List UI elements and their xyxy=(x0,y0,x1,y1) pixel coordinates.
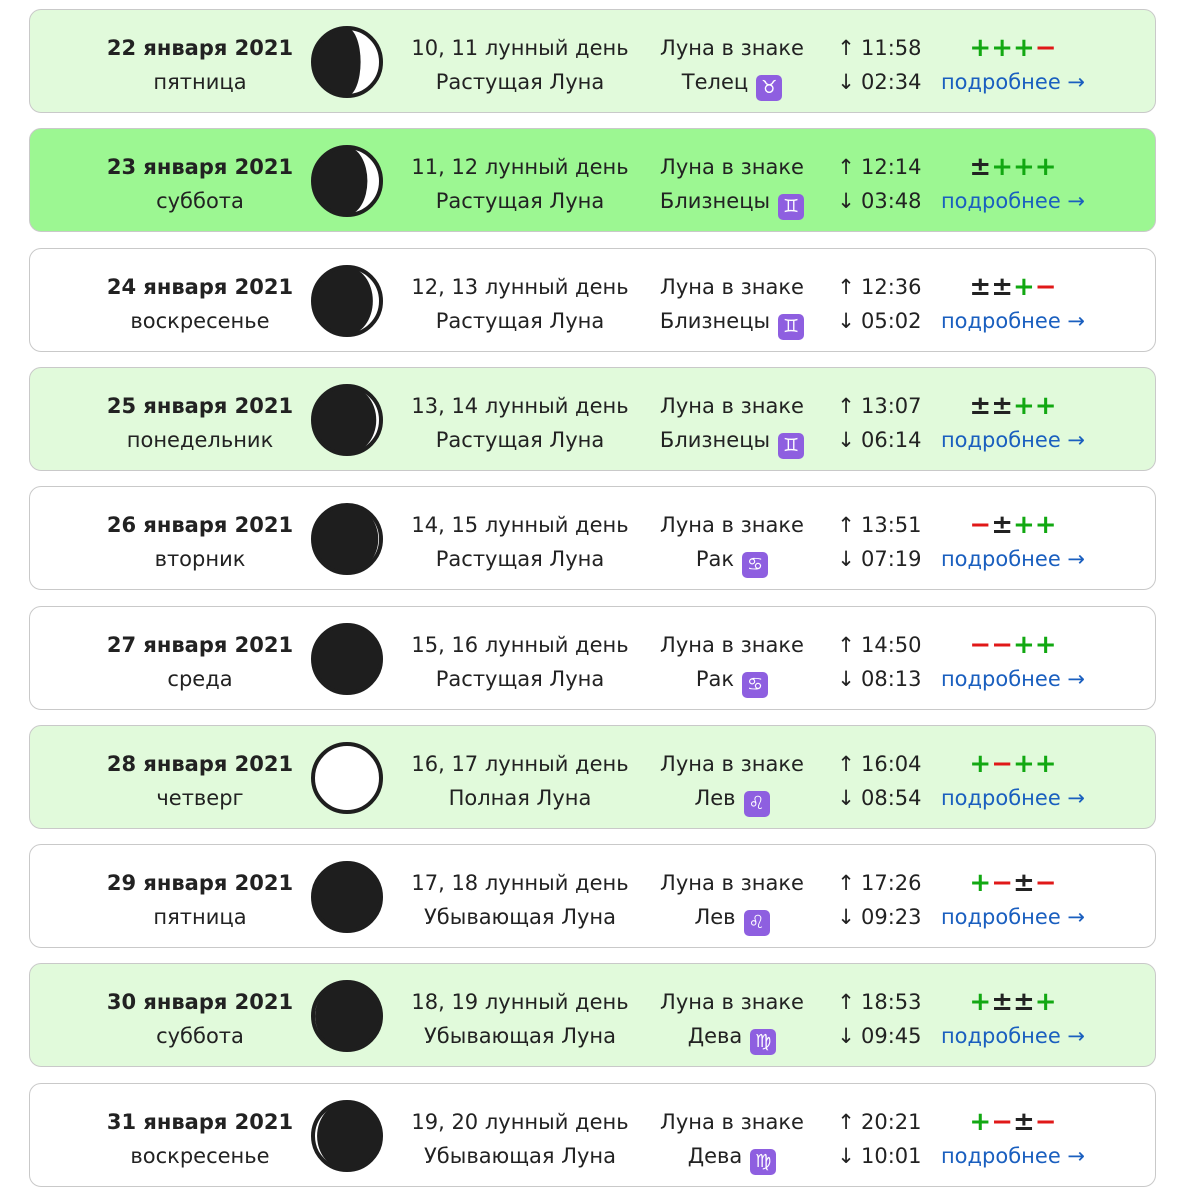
minus-mark: − xyxy=(969,630,992,660)
weekday-label: понедельник xyxy=(126,428,274,452)
weekday-label: вторник xyxy=(154,547,246,571)
weekday-label: суббота xyxy=(156,1024,244,1048)
arrow-up-icon: ↑ xyxy=(837,1110,855,1134)
lunar-day-column xyxy=(410,10,630,112)
plus-minus-mark: ± xyxy=(1013,1107,1035,1137)
date-column xyxy=(100,368,300,470)
moonrise-row xyxy=(835,154,935,180)
moon-times-column xyxy=(835,129,935,231)
minus-mark: − xyxy=(991,1107,1013,1137)
moon-phase-icon xyxy=(310,622,384,696)
lunar-days-label: 17, 18 лунный день xyxy=(411,871,629,895)
moon-phase-icon xyxy=(310,741,384,815)
zodiac-column xyxy=(652,368,812,470)
zodiac-sign-icon: ♊ xyxy=(778,194,804,220)
arrow-up-icon: ↑ xyxy=(837,394,855,418)
moon-times-column xyxy=(835,1084,935,1186)
date-label: 29 января 2021 xyxy=(106,871,294,895)
moonset-row xyxy=(835,785,935,811)
date-label: 30 января 2021 xyxy=(106,990,294,1014)
arrow-down-icon: ↓ xyxy=(837,189,855,213)
moon-phase-label: Растущая Луна xyxy=(435,428,605,452)
moon-in-sign-label: Луна в знаке xyxy=(660,752,804,776)
minus-mark: − xyxy=(1034,272,1057,302)
plus-mark: + xyxy=(991,33,1013,63)
zodiac-column xyxy=(652,845,812,947)
more-link-wrap xyxy=(938,427,1088,453)
plus-mark: + xyxy=(969,749,992,779)
minus-mark: − xyxy=(991,630,1013,660)
zodiac-sign xyxy=(652,188,812,220)
zodiac-sign-name: Рак xyxy=(695,667,735,691)
plus-mark: + xyxy=(1034,630,1057,660)
lunar-day-column xyxy=(410,726,630,828)
zodiac-column xyxy=(652,249,812,351)
lunar-days-label: 10, 11 лунный день xyxy=(411,36,629,60)
arrow-down-icon: ↓ xyxy=(837,309,855,333)
moonrise-row xyxy=(835,632,935,658)
plus-mark: + xyxy=(1013,749,1035,779)
zodiac-sign-icon: ♊ xyxy=(778,314,804,340)
zodiac-sign-icon: ♊ xyxy=(778,433,804,459)
moon-phase-icon xyxy=(310,979,384,1053)
moon-in-sign-label: Луна в знаке xyxy=(660,155,804,179)
moon-in-sign-label: Луна в знаке xyxy=(660,513,804,537)
weekday-label: среда xyxy=(167,667,233,691)
day-rating xyxy=(938,989,1088,1015)
day-card-9 xyxy=(29,1083,1156,1187)
arrow-up-icon: ↑ xyxy=(837,155,855,179)
lunar-day-column xyxy=(410,129,630,231)
more-link[interactable]: подробнее → xyxy=(940,905,1086,929)
zodiac-sign-icon: ♌ xyxy=(744,791,770,817)
moonset-row xyxy=(835,1143,935,1169)
moonset-time: 09:45 xyxy=(861,1024,922,1048)
zodiac-sign-name: Телец xyxy=(681,70,749,94)
zodiac-column xyxy=(652,726,812,828)
moonset-row xyxy=(835,1023,935,1049)
moonset-row xyxy=(835,69,935,95)
rating-column xyxy=(938,10,1088,112)
more-link-wrap xyxy=(938,308,1088,334)
date-label: 26 января 2021 xyxy=(106,513,294,537)
plus-mark: + xyxy=(969,868,992,898)
moonset-row xyxy=(835,308,935,334)
more-link[interactable]: подробнее → xyxy=(940,547,1086,571)
plus-minus-mark: ± xyxy=(991,987,1013,1017)
lunar-days-label: 11, 12 лунный день xyxy=(411,155,629,179)
moon-times-column xyxy=(835,368,935,470)
date-column xyxy=(100,726,300,828)
zodiac-sign xyxy=(652,904,812,936)
arrow-up-icon: ↑ xyxy=(837,513,855,537)
day-card-6 xyxy=(29,725,1156,829)
day-rating xyxy=(938,632,1088,658)
moonset-time: 08:54 xyxy=(861,786,922,810)
moon-column xyxy=(310,129,384,231)
more-link[interactable]: подробнее → xyxy=(940,786,1086,810)
more-link[interactable]: подробнее → xyxy=(940,667,1086,691)
plus-minus-mark: ± xyxy=(991,510,1013,540)
zodiac-sign-icon: ♍ xyxy=(750,1149,776,1175)
day-card-7 xyxy=(29,844,1156,948)
lunar-days-label: 14, 15 лунный день xyxy=(411,513,629,537)
zodiac-sign xyxy=(652,546,812,578)
moon-phase-label: Растущая Луна xyxy=(435,547,605,571)
date-label: 22 января 2021 xyxy=(106,36,294,60)
moonset-row xyxy=(835,188,935,214)
rating-column xyxy=(938,964,1088,1066)
plus-minus-mark: ± xyxy=(969,391,992,421)
day-rating xyxy=(938,274,1088,300)
more-link[interactable]: подробнее → xyxy=(940,1144,1086,1168)
plus-minus-mark: ± xyxy=(991,391,1013,421)
weekday-label: воскресенье xyxy=(130,1144,270,1168)
date-column xyxy=(100,487,300,589)
moon-in-sign-label: Луна в знаке xyxy=(660,1110,804,1134)
rating-column xyxy=(938,129,1088,231)
moonrise-time: 16:04 xyxy=(861,752,922,776)
arrow-up-icon: ↑ xyxy=(837,990,855,1014)
date-label: 24 января 2021 xyxy=(106,275,294,299)
moonset-time: 09:23 xyxy=(861,905,922,929)
plus-mark: + xyxy=(1013,152,1035,182)
lunar-day-column xyxy=(410,607,630,709)
moon-column xyxy=(310,487,384,589)
moon-phase-label: Растущая Луна xyxy=(435,309,605,333)
moon-column xyxy=(310,10,384,112)
weekday-label: четверг xyxy=(156,786,244,810)
moonrise-row xyxy=(835,1109,935,1135)
plus-mark: + xyxy=(969,33,992,63)
lunar-days-label: 18, 19 лунный день xyxy=(411,990,629,1014)
moon-phase-label: Растущая Луна xyxy=(435,70,605,94)
moon-phase-icon xyxy=(310,1099,384,1173)
more-link-wrap xyxy=(938,785,1088,811)
date-column xyxy=(100,607,300,709)
moonrise-row xyxy=(835,274,935,300)
zodiac-column xyxy=(652,129,812,231)
minus-mark: − xyxy=(1034,1107,1057,1137)
rating-column xyxy=(938,487,1088,589)
moonrise-time: 13:07 xyxy=(861,394,922,418)
moonset-row xyxy=(835,904,935,930)
day-card-4 xyxy=(29,486,1156,590)
moon-column xyxy=(310,845,384,947)
plus-minus-mark: ± xyxy=(991,272,1013,302)
zodiac-sign-name: Близнецы xyxy=(659,189,771,213)
date-label: 31 января 2021 xyxy=(106,1110,294,1134)
moonrise-row xyxy=(835,512,935,538)
zodiac-sign-name: Лев xyxy=(694,786,736,810)
date-column xyxy=(100,129,300,231)
more-link[interactable]: подробнее → xyxy=(940,428,1086,452)
zodiac-sign xyxy=(652,1023,812,1055)
rating-column xyxy=(938,1084,1088,1186)
weekday-label: пятница xyxy=(153,70,247,94)
zodiac-sign-icon: ♋ xyxy=(742,672,768,698)
moonset-time: 02:34 xyxy=(861,70,922,94)
more-link[interactable]: подробнее → xyxy=(940,70,1086,94)
arrow-down-icon: ↓ xyxy=(837,905,855,929)
moon-in-sign-label: Луна в знаке xyxy=(660,633,804,657)
date-label: 23 января 2021 xyxy=(106,155,294,179)
zodiac-sign-icon: ♉ xyxy=(756,75,782,101)
moon-phase-label: Убывающая Луна xyxy=(423,1024,617,1048)
lunar-days-label: 15, 16 лунный день xyxy=(411,633,629,657)
plus-mark: + xyxy=(1013,510,1035,540)
plus-minus-mark: ± xyxy=(969,152,992,182)
day-card-0 xyxy=(29,9,1156,113)
date-label: 25 января 2021 xyxy=(106,394,294,418)
minus-mark: − xyxy=(969,510,992,540)
date-column xyxy=(100,249,300,351)
more-link[interactable]: подробнее → xyxy=(940,309,1086,333)
moon-in-sign-label: Луна в знаке xyxy=(660,871,804,895)
rating-column xyxy=(938,368,1088,470)
lunar-day-column xyxy=(410,368,630,470)
moon-column xyxy=(310,964,384,1066)
arrow-down-icon: ↓ xyxy=(837,667,855,691)
zodiac-sign xyxy=(652,785,812,817)
plus-minus-mark: ± xyxy=(1013,868,1035,898)
date-column xyxy=(100,1084,300,1186)
minus-mark: − xyxy=(1034,33,1057,63)
zodiac-sign xyxy=(652,1143,812,1175)
day-rating xyxy=(938,751,1088,777)
moonrise-time: 11:58 xyxy=(861,36,922,60)
zodiac-sign-icon: ♌ xyxy=(744,910,770,936)
zodiac-sign-name: Дева xyxy=(687,1144,743,1168)
moonrise-row xyxy=(835,393,935,419)
lunar-day-column xyxy=(410,1084,630,1186)
moon-times-column xyxy=(835,845,935,947)
rating-column xyxy=(938,249,1088,351)
arrow-up-icon: ↑ xyxy=(837,36,855,60)
arrow-down-icon: ↓ xyxy=(837,428,855,452)
moon-phase-label: Убывающая Луна xyxy=(423,1144,617,1168)
more-link-wrap xyxy=(938,546,1088,572)
moon-in-sign-label: Луна в знаке xyxy=(660,394,804,418)
moon-phase-icon xyxy=(310,25,384,99)
arrow-up-icon: ↑ xyxy=(837,871,855,895)
lunar-days-label: 13, 14 лунный день xyxy=(411,394,629,418)
day-rating xyxy=(938,870,1088,896)
moonset-time: 06:14 xyxy=(861,428,922,452)
day-rating xyxy=(938,512,1088,538)
rating-column xyxy=(938,845,1088,947)
plus-mark: + xyxy=(991,152,1013,182)
moonrise-time: 13:51 xyxy=(861,513,922,537)
zodiac-sign-name: Лев xyxy=(694,905,736,929)
lunar-day-column xyxy=(410,964,630,1066)
arrow-down-icon: ↓ xyxy=(837,1144,855,1168)
zodiac-column xyxy=(652,964,812,1066)
plus-mark: + xyxy=(1034,749,1057,779)
lunar-days-label: 12, 13 лунный день xyxy=(411,275,629,299)
plus-mark: + xyxy=(1034,152,1057,182)
moonrise-row xyxy=(835,751,935,777)
moonrise-time: 12:36 xyxy=(861,275,922,299)
more-link-wrap xyxy=(938,904,1088,930)
more-link-wrap xyxy=(938,1143,1088,1169)
plus-minus-mark: ± xyxy=(1013,987,1035,1017)
moonrise-time: 17:26 xyxy=(861,871,922,895)
plus-minus-mark: ± xyxy=(969,272,992,302)
zodiac-sign-icon: ♍ xyxy=(750,1029,776,1055)
moon-phase-label: Полная Луна xyxy=(448,786,592,810)
moon-phase-label: Убывающая Луна xyxy=(423,905,617,929)
moonset-row xyxy=(835,666,935,692)
minus-mark: − xyxy=(991,868,1013,898)
moon-phase-icon xyxy=(310,144,384,218)
plus-mark: + xyxy=(1034,391,1057,421)
moon-column xyxy=(310,607,384,709)
moon-phase-label: Растущая Луна xyxy=(435,189,605,213)
zodiac-sign-icon: ♋ xyxy=(742,552,768,578)
zodiac-sign xyxy=(652,308,812,340)
weekday-label: пятница xyxy=(153,905,247,929)
moonset-time: 05:02 xyxy=(861,309,922,333)
day-rating xyxy=(938,393,1088,419)
plus-mark: + xyxy=(1013,391,1035,421)
plus-mark: + xyxy=(969,987,992,1017)
zodiac-sign xyxy=(652,69,812,101)
rating-column xyxy=(938,607,1088,709)
zodiac-column xyxy=(652,607,812,709)
arrow-up-icon: ↑ xyxy=(837,752,855,776)
plus-mark: + xyxy=(1013,33,1035,63)
day-rating xyxy=(938,35,1088,61)
plus-mark: + xyxy=(969,1107,992,1137)
date-column xyxy=(100,10,300,112)
minus-mark: − xyxy=(1034,868,1057,898)
lunar-day-column xyxy=(410,487,630,589)
moonrise-time: 18:53 xyxy=(861,990,922,1014)
day-card-2 xyxy=(29,248,1156,352)
zodiac-sign-name: Рак xyxy=(695,547,735,571)
arrow-down-icon: ↓ xyxy=(837,786,855,810)
moonrise-time: 20:21 xyxy=(861,1110,922,1134)
zodiac-sign-name: Близнецы xyxy=(659,309,771,333)
more-link-wrap xyxy=(938,188,1088,214)
more-link-wrap xyxy=(938,69,1088,95)
moonrise-row xyxy=(835,35,935,61)
minus-mark: − xyxy=(991,749,1013,779)
zodiac-column xyxy=(652,1084,812,1186)
moon-phase-icon xyxy=(310,383,384,457)
moon-phase-icon xyxy=(310,860,384,934)
day-rating xyxy=(938,1109,1088,1135)
moonrise-time: 14:50 xyxy=(861,633,922,657)
zodiac-column xyxy=(652,10,812,112)
moonset-time: 10:01 xyxy=(861,1144,922,1168)
day-rating xyxy=(938,154,1088,180)
plus-mark: + xyxy=(1013,630,1035,660)
moon-column xyxy=(310,726,384,828)
moon-column xyxy=(310,249,384,351)
moon-times-column xyxy=(835,487,935,589)
arrow-down-icon: ↓ xyxy=(837,547,855,571)
moonset-row xyxy=(835,546,935,572)
zodiac-sign-name: Близнецы xyxy=(659,428,771,452)
day-card-3 xyxy=(29,367,1156,471)
more-link[interactable]: подробнее → xyxy=(940,189,1086,213)
lunar-days-label: 16, 17 лунный день xyxy=(411,752,629,776)
more-link-wrap xyxy=(938,1023,1088,1049)
moonset-time: 03:48 xyxy=(861,189,922,213)
moon-times-column xyxy=(835,964,935,1066)
moon-column xyxy=(310,1084,384,1186)
lunar-day-column xyxy=(410,249,630,351)
moon-phase-label: Растущая Луна xyxy=(435,667,605,691)
arrow-down-icon: ↓ xyxy=(837,70,855,94)
moon-phase-icon xyxy=(310,502,384,576)
moonset-time: 07:19 xyxy=(861,547,922,571)
moon-in-sign-label: Луна в знаке xyxy=(660,990,804,1014)
moon-in-sign-label: Луна в знаке xyxy=(660,36,804,60)
arrow-down-icon: ↓ xyxy=(837,1024,855,1048)
day-card-5 xyxy=(29,606,1156,710)
plus-mark: + xyxy=(1034,510,1057,540)
date-column xyxy=(100,964,300,1066)
date-label: 28 января 2021 xyxy=(106,752,294,776)
plus-mark: + xyxy=(1034,987,1057,1017)
moonrise-row xyxy=(835,870,935,896)
moon-times-column xyxy=(835,726,935,828)
moon-times-column xyxy=(835,607,935,709)
zodiac-sign-name: Дева xyxy=(687,1024,743,1048)
plus-mark: + xyxy=(1013,272,1035,302)
lunar-days-label: 19, 20 лунный день xyxy=(411,1110,629,1134)
more-link[interactable]: подробнее → xyxy=(940,1024,1086,1048)
arrow-up-icon: ↑ xyxy=(837,633,855,657)
moonrise-row xyxy=(835,989,935,1015)
date-label: 27 января 2021 xyxy=(106,633,294,657)
lunar-day-column xyxy=(410,845,630,947)
weekday-label: суббота xyxy=(156,189,244,213)
moon-times-column xyxy=(835,10,935,112)
zodiac-sign xyxy=(652,666,812,698)
zodiac-sign xyxy=(652,427,812,459)
moon-column xyxy=(310,368,384,470)
moon-times-column xyxy=(835,249,935,351)
moon-in-sign-label: Луна в знаке xyxy=(660,275,804,299)
rating-column xyxy=(938,726,1088,828)
moonrise-time: 12:14 xyxy=(861,155,922,179)
moon-phase-icon xyxy=(310,264,384,338)
zodiac-column xyxy=(652,487,812,589)
arrow-up-icon: ↑ xyxy=(837,275,855,299)
weekday-label: воскресенье xyxy=(130,309,270,333)
more-link-wrap xyxy=(938,666,1088,692)
moonset-row xyxy=(835,427,935,453)
day-card-1 xyxy=(29,128,1156,232)
day-card-8 xyxy=(29,963,1156,1067)
moonset-time: 08:13 xyxy=(861,667,922,691)
date-column xyxy=(100,845,300,947)
